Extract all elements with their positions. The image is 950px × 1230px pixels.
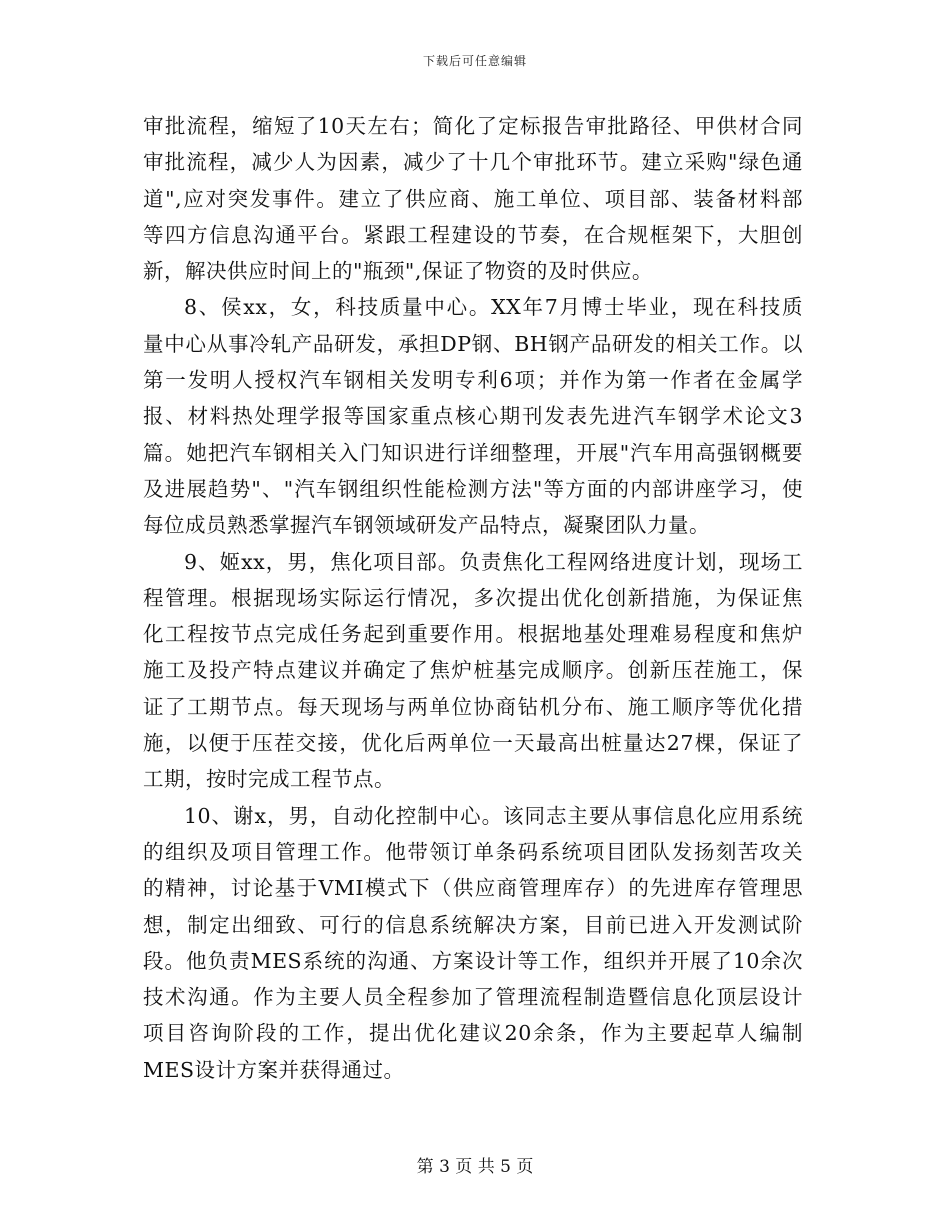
total-label: 共 [477, 1157, 495, 1177]
text-line: 等四方信息沟通平台。紧跟工程建设的节奏，在合规框架下，大胆创 [143, 222, 803, 247]
text-line: 及进展趋势"、"汽车钢组织性能检测方法"等方面的内部讲座学习，使 [143, 476, 803, 501]
text-line: 每位成员熟悉掌握汽车钢领域研发产品特点，凝聚团队力量。 [143, 513, 710, 538]
text-line: 量中心从事冷轧产品研发，承担DP钢、BH钢产品研发的相关工作。以 [143, 331, 803, 356]
total-pages-number: 5 [500, 1157, 511, 1177]
text-line: 的组织及项目管理工作。他带领订单条码系统项目团队发扬刻苦攻关 [143, 839, 803, 864]
text-line: 证了工期节点。每天现场与两单位协商钻机分布、施工顺序等优化措 [143, 694, 803, 719]
paragraph-start-9: 9、姬xx，男，焦化项目部。负责焦化工程网络进度计划，现场工 [184, 549, 803, 574]
text-line: 项目咨询阶段的工作，提出优化建议20余条，作为主要起草人编制 [143, 1021, 803, 1046]
page-label-prefix: 第 [416, 1157, 434, 1177]
page-label-mid: 页 [455, 1157, 473, 1177]
text-line: 想，制定出细致、可行的信息系统解决方案，目前已进入开发测试阶 [143, 912, 803, 937]
text-line: 施，以便于压茬交接，优化后两单位一天最高出桩量达27棵，保证了 [143, 731, 803, 756]
text-line: 报、材料热处理学报等国家重点核心期刊发表先进汽车钢学术论文3 [143, 404, 803, 429]
page-label-suffix: 页 [516, 1157, 534, 1177]
text-line: 段。他负责MES系统的沟通、方案设计等工作，组织并开展了10余次 [143, 948, 803, 973]
text-line: 程管理。根据现场实际运行情况，多次提出优化创新措施，为保证焦 [143, 585, 803, 610]
page-footer [0, 1152, 950, 1177]
text-line: 技术沟通。作为主要人员全程参加了管理流程制造暨信息化顶层设计 [143, 985, 803, 1010]
text-line: 工期，按时完成工程节点。 [143, 767, 395, 792]
text-line: 的精神，讨论基于VMI模式下（供应商管理库存）的先进库存管理思 [143, 876, 803, 901]
current-page-number: 3 [439, 1157, 450, 1177]
text-line: MES设计方案并获得通过。 [143, 1057, 405, 1082]
text-line: 新，解决供应时间上的"瓶颈",保证了物资的及时供应。 [143, 259, 653, 284]
paragraph-start-10: 10、谢x，男，自动化控制中心。该同志主要从事信息化应用系统 [184, 803, 803, 828]
page-header: 下载后可任意编辑 [422, 54, 527, 68]
text-line: 第一发明人授权汽车钢相关发明专利6项；并作为第一作者在金属学 [143, 368, 803, 393]
text-line: 施工及投产特点建议并确定了焦炉桩基完成顺序。创新压茬施工，保 [143, 658, 803, 683]
text-line: 审批流程，减少人为因素，减少了十几个审批环节。建立采购"绿色通 [143, 150, 803, 175]
text-line: 化工程按节点完成任务起到重要作用。根据地基处理难易程度和焦炉 [143, 622, 803, 647]
document-body [143, 108, 803, 1088]
text-line: 篇。她把汽车钢相关入门知识进行详细整理，开展"汽车用高强钢概要 [143, 440, 803, 465]
text-line: 审批流程，缩短了10天左右；简化了定标报告审批路径、甲供材合同 [143, 114, 803, 138]
text-line: 道",应对突发事件。建立了供应商、施工单位、项目部、装备材料部 [143, 186, 803, 211]
paragraph-start-8: 8、侯xx，女，科技质量中心。XX年7月博士毕业，现在科技质 [184, 295, 803, 320]
